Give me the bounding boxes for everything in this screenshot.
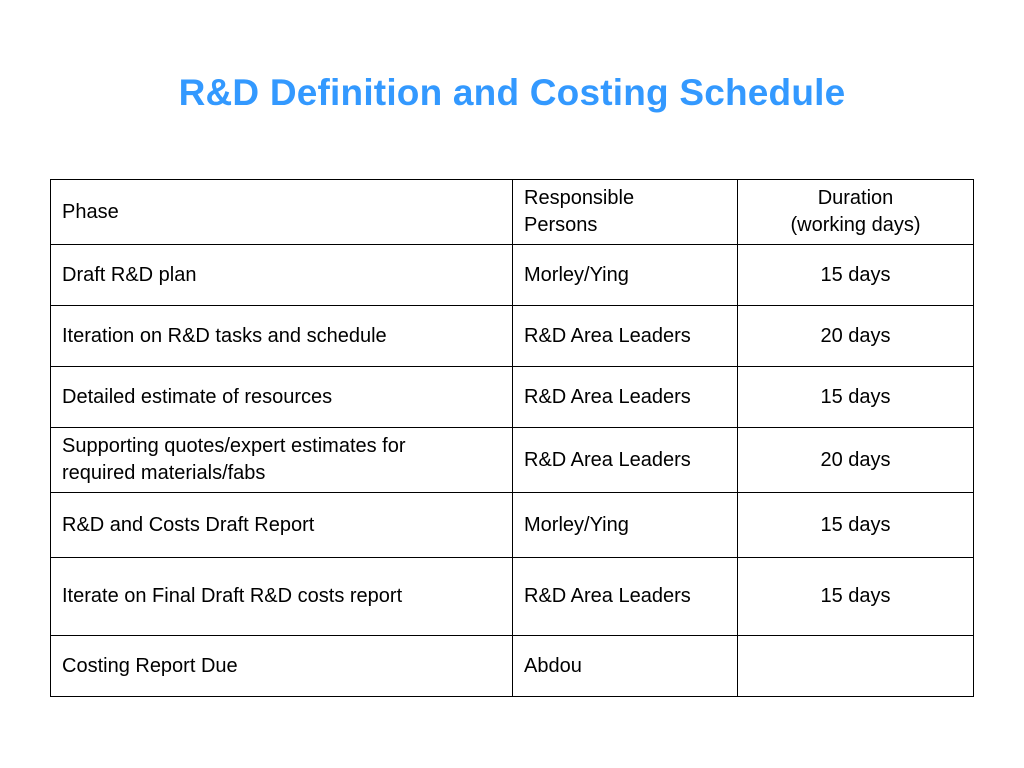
responsible-cell: Morley/Ying — [513, 245, 738, 306]
duration-cell — [738, 636, 974, 697]
page-title: R&D Definition and Costing Schedule — [178, 72, 846, 113]
phase-cell: Iterate on Final Draft R&D costs report — [51, 558, 513, 636]
table-row — [51, 493, 974, 558]
header-responsible-line1: Responsible — [524, 187, 635, 209]
table-header-row — [51, 180, 974, 245]
schedule-table — [50, 179, 974, 697]
phase-line1: Supporting quotes/expert estimates for — [62, 435, 406, 457]
duration-cell: 20 days — [738, 306, 974, 367]
header-responsible-persons — [513, 180, 738, 245]
phase-cell — [51, 428, 513, 493]
table-row — [51, 428, 974, 493]
phase-cell: Detailed estimate of resources — [51, 367, 513, 428]
table-row — [51, 245, 974, 306]
duration-cell: 20 days — [738, 428, 974, 493]
table-row — [51, 367, 974, 428]
duration-cell: 15 days — [738, 367, 974, 428]
responsible-cell: R&D Area Leaders — [513, 428, 738, 493]
duration-cell: 15 days — [738, 493, 974, 558]
responsible-cell: R&D Area Leaders — [513, 558, 738, 636]
phase-cell: R&D and Costs Draft Report — [51, 493, 513, 558]
table-row — [51, 558, 974, 636]
responsible-cell: R&D Area Leaders — [513, 367, 738, 428]
header-duration — [738, 180, 974, 245]
phase-cell: Iteration on R&D tasks and schedule — [51, 306, 513, 367]
header-duration-line1: Duration — [817, 187, 894, 209]
phase-line2: required materials/fabs — [62, 462, 266, 484]
responsible-cell: Abdou — [513, 636, 738, 697]
header-phase: Phase — [51, 180, 513, 245]
responsible-cell: Morley/Ying — [513, 493, 738, 558]
header-duration-line2: (working days) — [790, 214, 921, 236]
phase-cell: Draft R&D plan — [51, 245, 513, 306]
header-responsible-line2: Persons — [524, 214, 598, 236]
duration-cell: 15 days — [738, 558, 974, 636]
duration-cell: 15 days — [738, 245, 974, 306]
table-row — [51, 306, 974, 367]
table-row — [51, 636, 974, 697]
phase-cell: Costing Report Due — [51, 636, 513, 697]
responsible-cell: R&D Area Leaders — [513, 306, 738, 367]
